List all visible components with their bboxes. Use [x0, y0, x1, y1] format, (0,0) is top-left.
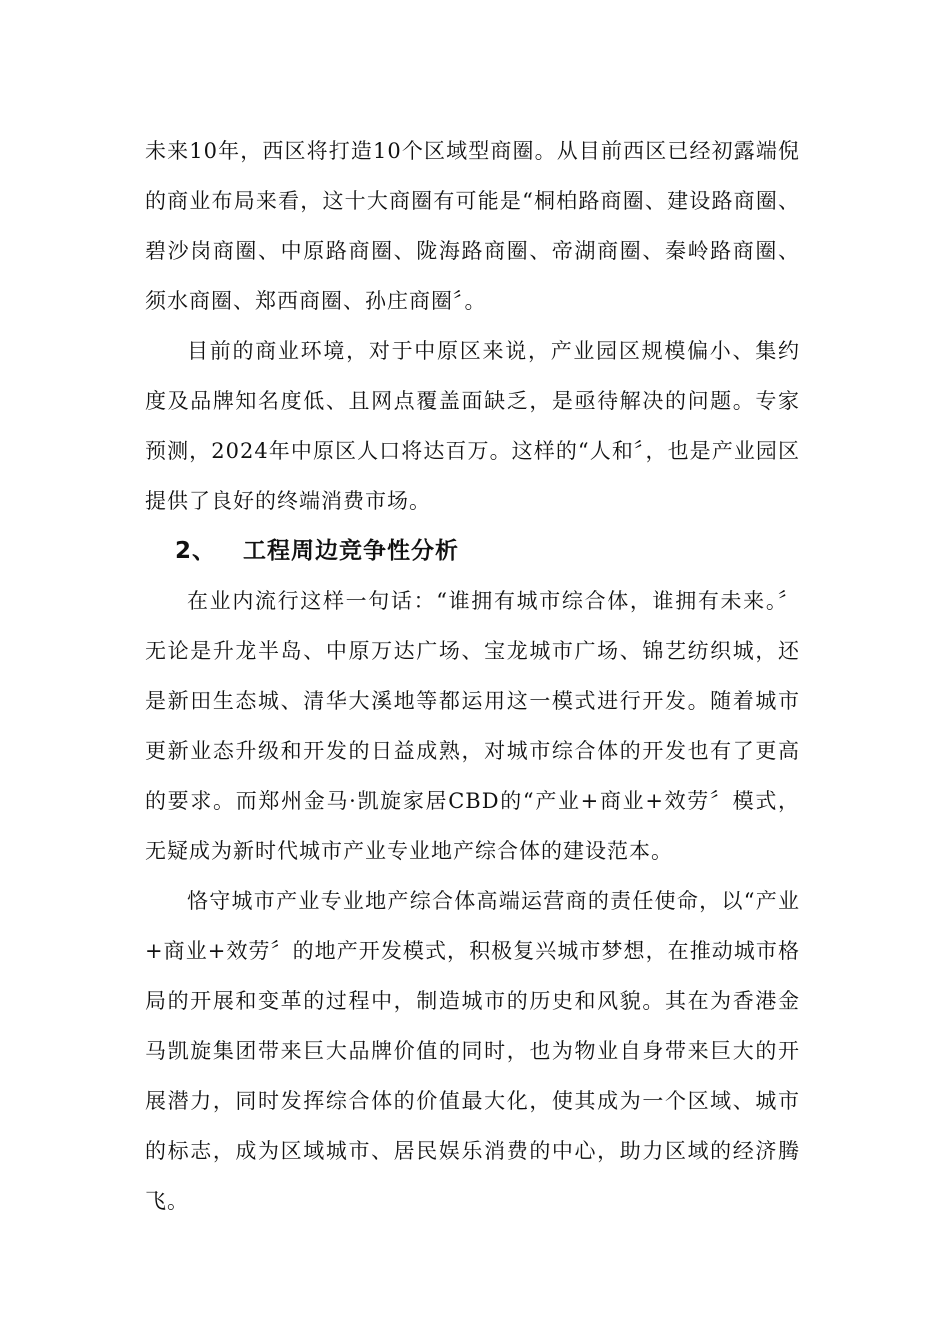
paragraph-west-district-business-circles: 未来10年，西区将打造10个区域型商圈。从目前西区已经初露端倪的商业布局来看，这十大商圈有可能是“桐柏路商圈、建设路商圈、碧沙岗商圈、中原路商圈、陇海路商圈、帝湖商圈、秦岭路商圈、须水商圈、郑西商圈、孙庄商圈〞。	[145, 139, 800, 313]
section-heading	[145, 526, 800, 576]
section-heading-number: 2、	[175, 538, 217, 564]
paragraph-operator-mission: 恪守城市产业专业地产综合体高端运营商的责任使命，以“产业+商业+效劳〞的地产开发模式，积极复兴城市梦想，在推动城市格局的开展和变革的过程中，制造城市的历史和风貌。其在为香港金马凯旋集团带来巨大品牌价值的同时，也为物业自身带来巨大的开展潜力，同时发挥综合体的价值最大化，使其成为一个区域、城市的标志，成为区域城市、居民娱乐消费的中心，助力区域的经济腾飞。	[145, 889, 800, 1213]
document-body	[145, 126, 800, 1226]
section-heading-title: 工程周边竞争性分析	[243, 538, 459, 564]
paragraph-business-environment: 目前的商业环境，对于中原区来说，产业园区规模偏小、集约度及品牌知名度低、且网点覆盖面缺乏，是亟待解决的问题。专家预测，2024年中原区人口将达百万。这样的“人和〞，也是产业园区提供了良好的终端消费市场。	[145, 339, 800, 513]
paragraph-urban-complex-competition: 在业内流行这样一句话：“谁拥有城市综合体，谁拥有未来。〞无论是升龙半岛、中原万达广场、宝龙城市广场、锦艺纺织城，还是新田生态城、清华大溪地等都运用这一模式进行开发。随着城市更新业态升级和开发的日益成熟，对城市综合体的开发也有了更高的要求。而郑州金马·凯旋家居CBD的“产业+商业+效劳〞模式，无疑成为新时代城市产业专业地产综合体的建设范本。	[145, 589, 800, 863]
